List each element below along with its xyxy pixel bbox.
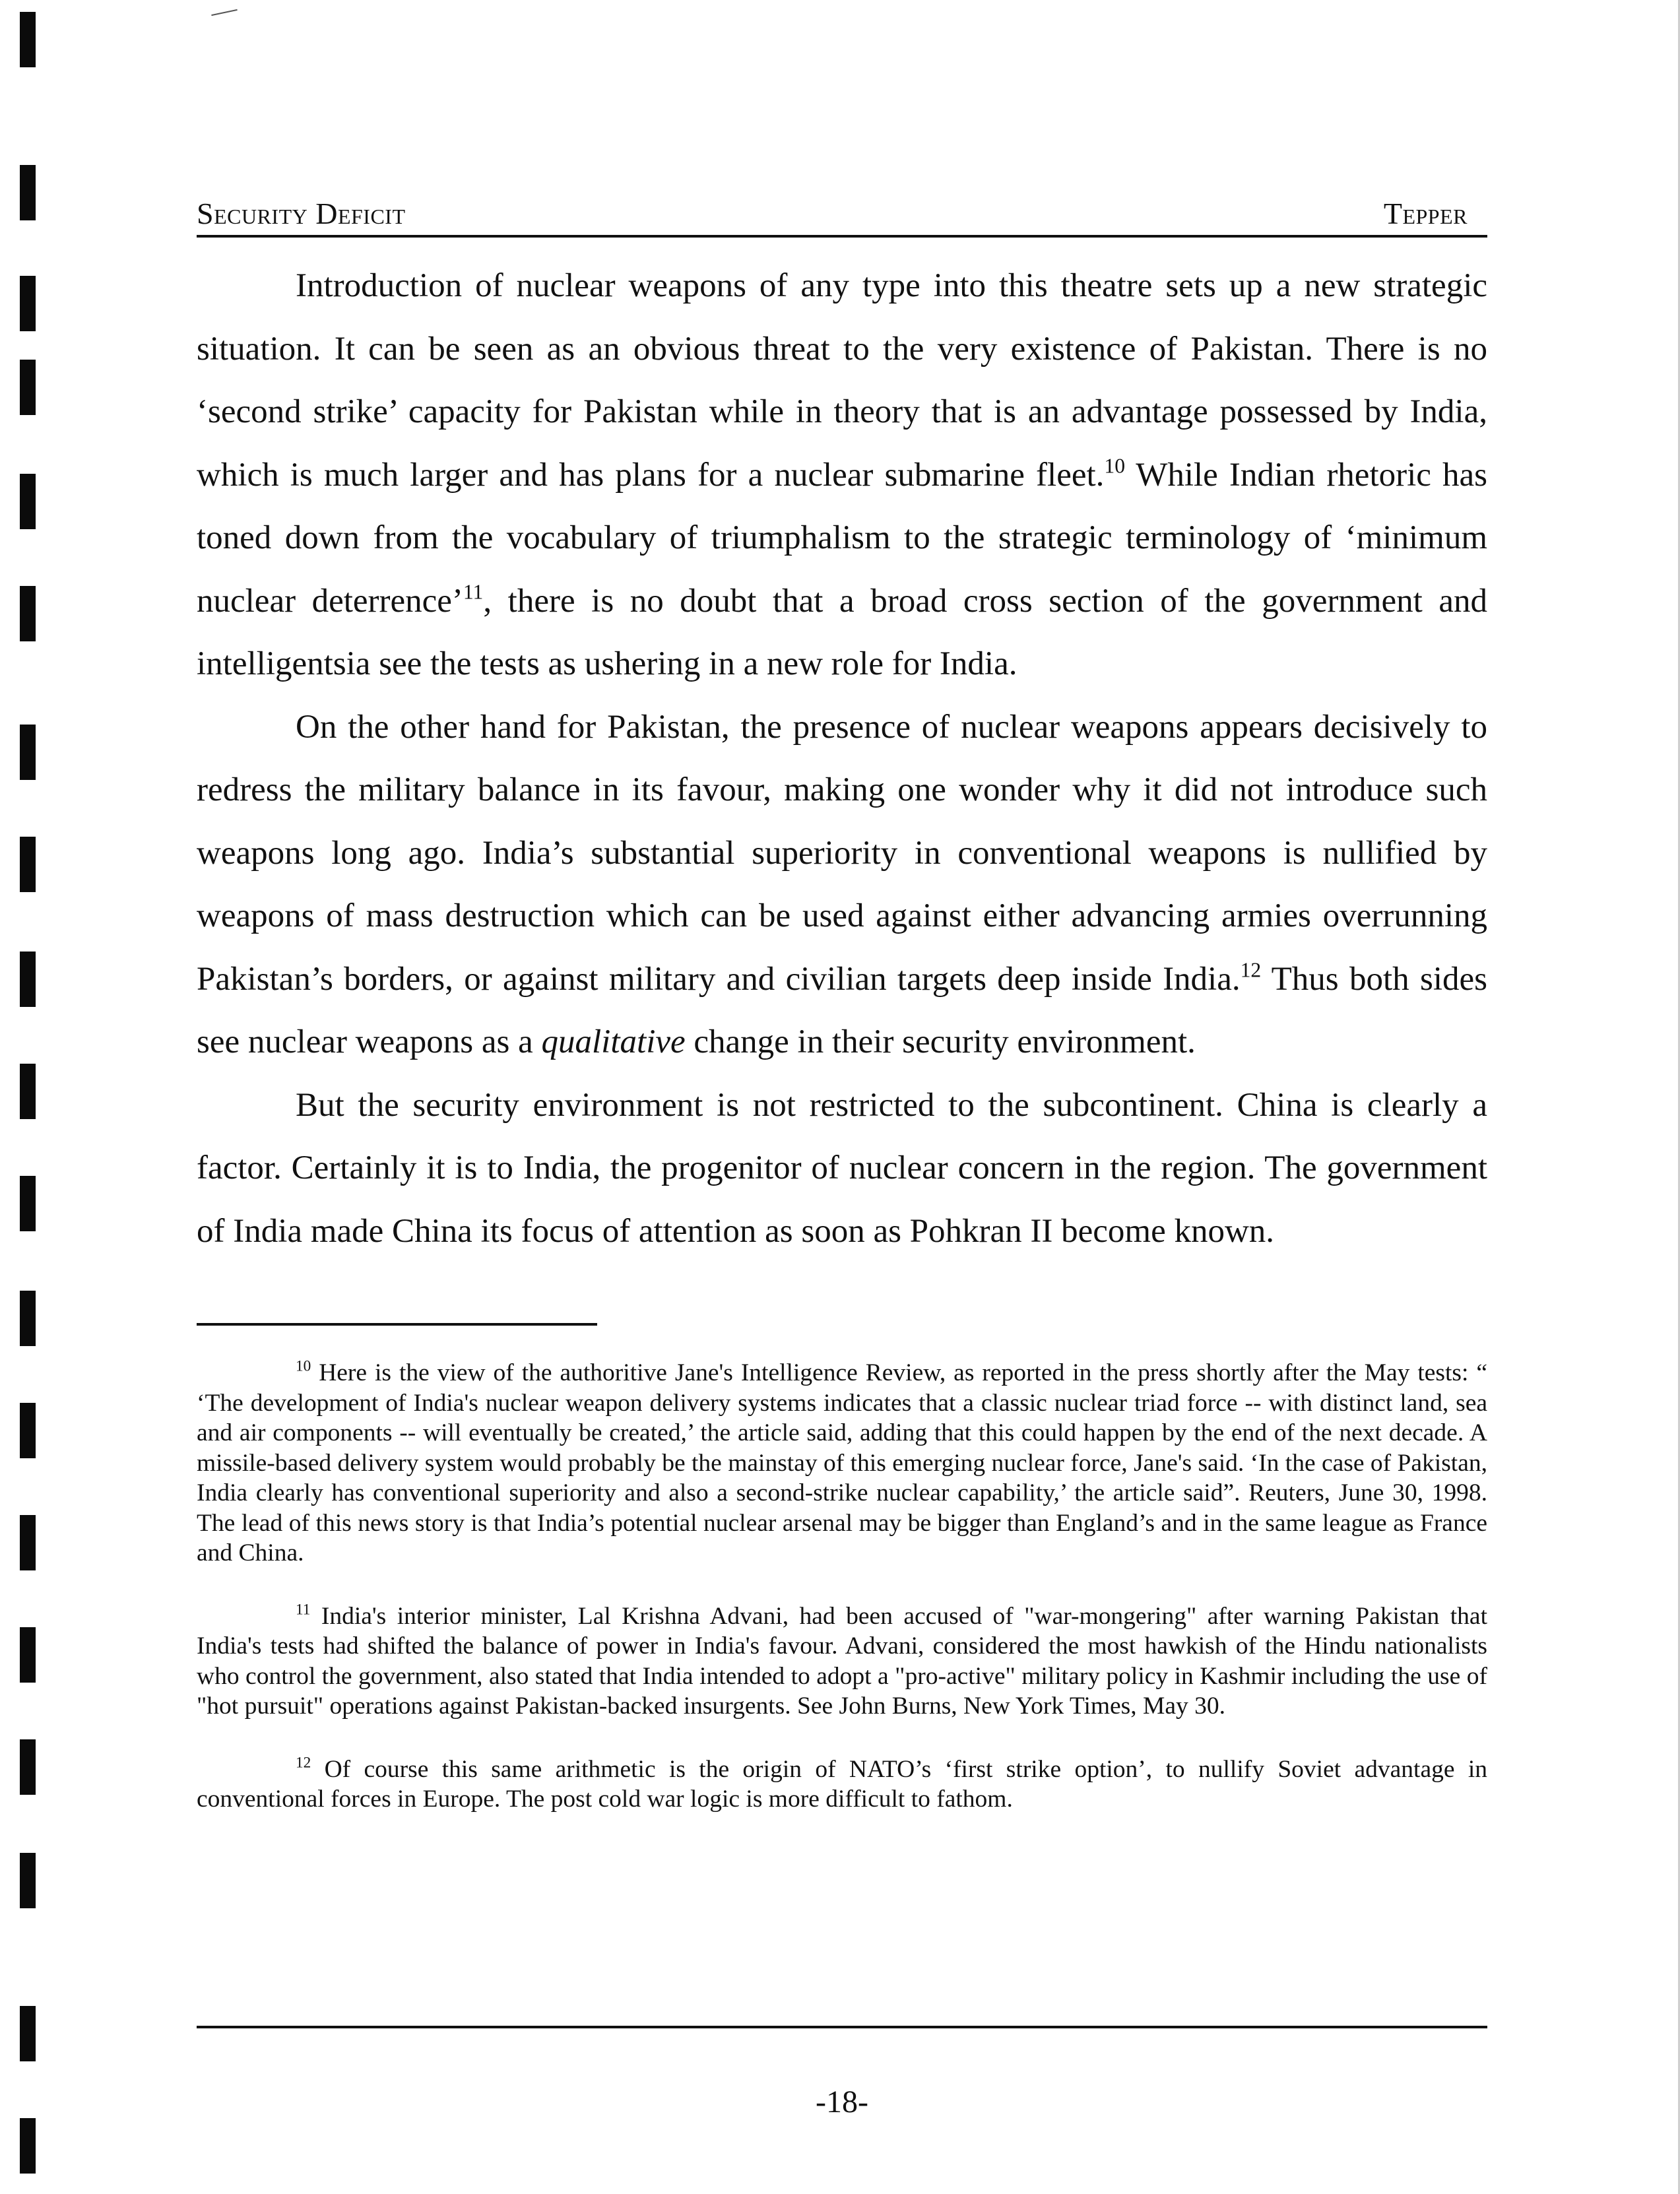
header-author: Tepper xyxy=(1383,197,1468,230)
page-number: -18- xyxy=(816,2084,868,2119)
footnote-12 xyxy=(197,1755,1487,1815)
emphasis-qualitative: qualitative xyxy=(541,1023,686,1060)
binding-mark xyxy=(20,165,36,220)
binding-mark xyxy=(20,1291,36,1346)
footer-rule xyxy=(197,2026,1487,2028)
footnote-number: 10 xyxy=(296,1357,311,1375)
paragraph-2-text: On the other hand for Pakistan, the presence of nuclear weapons appears decisively to redress the military balance in its favour, making one wonder why it did not introduce such weapons long ago. India’s substantial superiority in conventional weapons is nullified by weapons of mass destruction which can be used against either advancing armies overrunning Pakistan’s borders, or against military and civilian targets deep inside India. xyxy=(197,708,1487,998)
running-header xyxy=(197,185,1487,238)
footnote-number: 11 xyxy=(296,1601,311,1619)
binding-mark xyxy=(20,1403,36,1458)
binding-mark xyxy=(20,1515,36,1570)
binding-marks xyxy=(20,0,40,2194)
footnote-11 xyxy=(197,1601,1487,1722)
footnote-text: Here is the view of the authoritive Jane's Intelligence Review, as reported in the press shortly after the May tests: “ ‘The development of India's nuclear weapon delivery systems indicates that a classic nuclear triad force -- with distinct land, sea and air components -- will eventually be created,’ the article said, adding that this could happen by the end of the next decade. A missile-based delivery system would probably be the mainstay of this emerging nuclear force, Jane's said. ‘In the case of Pakistan, India clearly has conventional superiority and also a second-strike nuclear capability,’ the article said”. Reuters, June 30, 1998. The lead of this news story is that India’s potential nuclear arsenal may be bigger than England’s and in the same league as France and China. xyxy=(197,1359,1487,1566)
binding-mark xyxy=(20,725,36,780)
footnote-text: India's interior minister, Lal Krishna Advani, had been accused of "war-mongering" after warning Pakistan that India's tests had shifted the balance of power in India's favour. Advani, considered the most hawkish of the Hindu nationalists who control the government, also stated that India intended to adopt a "pro-active" military policy in Kashmir including the use of "hot pursuit" operations against Pakistan-backed insurgents. See John Burns, New York Times, May 30. xyxy=(197,1602,1487,1720)
binding-mark xyxy=(20,2006,36,2061)
footnote-ref-12: 12 xyxy=(1240,957,1262,981)
binding-mark xyxy=(20,952,36,1007)
binding-mark xyxy=(20,276,36,331)
footnote-ref-11: 11 xyxy=(463,579,484,603)
paragraph-2-text: change in their security environment. xyxy=(685,1023,1196,1060)
binding-mark xyxy=(20,837,36,892)
binding-mark xyxy=(20,586,36,641)
paragraph-1-text: Introduction of nuclear weapons of any type into this theatre sets up a new strategic situation. It can be seen as an obvious threat to the very existence of Pakistan. There is no ‘second strike’ capacity for Pakistan while in theory that is an advantage possessed by India, which is much larger and has plans for a nuclear submarine fleet. xyxy=(197,267,1487,494)
binding-mark xyxy=(20,1739,36,1795)
binding-mark xyxy=(20,1853,36,1908)
footnote-text: Of course this same arithmetic is the origin of NATO’s ‘first strike option’, to nullify Soviet advantage in conventional forces in Europe. The post cold war logic is more difficult to fathom. xyxy=(197,1755,1487,1813)
binding-mark xyxy=(20,474,36,529)
binding-mark xyxy=(20,1176,36,1231)
binding-mark xyxy=(20,1064,36,1119)
binding-mark xyxy=(20,360,36,415)
footnote-ref-10: 10 xyxy=(1104,453,1126,477)
document-page xyxy=(197,185,1488,2119)
binding-mark xyxy=(20,1627,36,1683)
paragraph-2-text: Thus both sides see nuclear weapons as a xyxy=(197,960,1487,1060)
footnote-separator xyxy=(197,1323,597,1326)
footnote-10 xyxy=(197,1358,1487,1568)
paragraph-1 xyxy=(197,255,1487,696)
scan-speck xyxy=(211,9,238,16)
binding-mark xyxy=(20,12,36,67)
paragraph-2 xyxy=(197,696,1487,1074)
paragraph-1-text: , there is no doubt that a broad cross section of the government and intelligentsia see the tests as ushering in a new role for India. xyxy=(197,582,1487,682)
paragraph-3: But the security environment is not restricted to the subcontinent. China is clearly a factor. Certainly it is to India, the progenitor of nuclear concern in the region. The government of India made China its focus of attention as soon as Pohkran II become known. xyxy=(197,1086,1487,1250)
footnote-number: 12 xyxy=(296,1754,311,1772)
header-title: Security Deficit xyxy=(197,197,406,230)
footnotes xyxy=(197,1358,1487,1848)
paragraph-1-text: While Indian rhetoric has toned down from the vocabulary of triumphalism to the strategic terminology of ‘minimum nuclear deterrence’ xyxy=(197,456,1488,620)
body-text xyxy=(197,255,1487,1263)
binding-mark xyxy=(20,2118,36,2174)
